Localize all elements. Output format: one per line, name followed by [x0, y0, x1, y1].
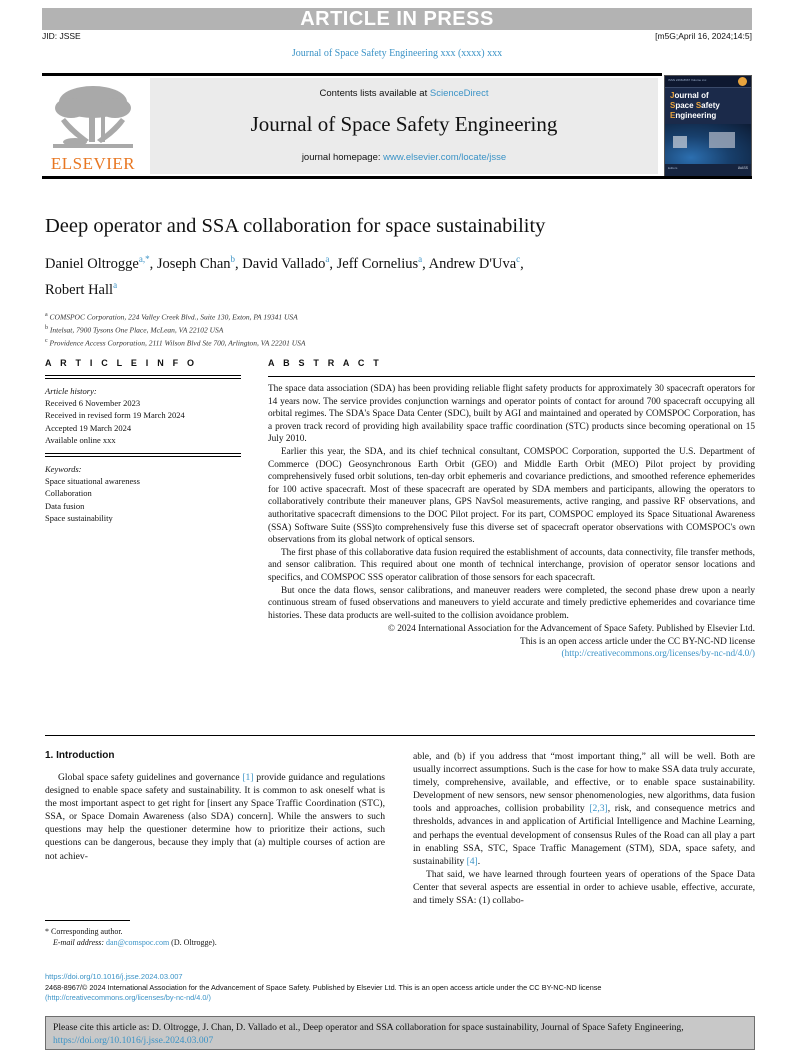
- author-4-sup: c: [516, 254, 521, 264]
- citation-callout-box: [45, 1016, 755, 1050]
- author-5: Robert Hall: [45, 281, 114, 298]
- astronaut-shape-icon: [673, 136, 687, 148]
- masthead-top-rule: [42, 73, 662, 76]
- article-history-label: Article history:: [45, 386, 97, 396]
- article-history-block: [45, 385, 241, 446]
- body-column-left: [45, 750, 385, 863]
- citation-ref-2-3[interactable]: [2,3]: [589, 803, 608, 815]
- footer-doi-block: [45, 972, 755, 1003]
- keyword-item: Data fusion: [45, 500, 85, 511]
- cover-title-l2b: afety: [701, 101, 720, 110]
- cover-title-l1-cap: J: [670, 91, 675, 100]
- cover-badge-icon: [738, 77, 747, 86]
- author-4: Andrew D'Uva: [428, 255, 517, 272]
- author-2-sup: a: [325, 254, 330, 264]
- journal-homepage-line: [150, 152, 658, 163]
- intro-left-text-a: Global space safety guidelines and governance: [58, 772, 243, 783]
- elsevier-logo: [45, 78, 141, 174]
- doi-link[interactable]: https://doi.org/10.1016/j.jsse.2024.03.007: [45, 972, 183, 981]
- footnote-body: [45, 926, 385, 948]
- abstract-copyright: [268, 623, 755, 661]
- keyword-item: Space sustainability: [45, 512, 113, 523]
- copyright-line-2: This is an open access article under the CC BY-NC-ND license: [520, 636, 755, 647]
- affiliation-row: [45, 323, 755, 336]
- abstract-paragraph: Earlier this year, the SDA, and its chief technical consultant, COMSPOC Corporation, supported the U.S. Department of Commerce (DOC) Geosynchronous Earth Orbit (GEO) and Middle Earth Orbit (MEO) Pilot project by providing comprehensively fused orbit solutions, ten-day orbit ephemeris and covariance predictions, and smoothed reference ephemerides for 100 active spacecraft. Most of these spacecraft are operated by SDA members and participants, allowing the operators to collaboratively contribute their maneuver plans, GPS NavSol measurements, active ranging, and passive RF observations, and authoritative spacecraft dimensions to the DOC Pilot project. For its part, COMSPOC employed its Space Situational Awareness (SSA) Software Suite (SSS)to comprehensively fuse this diverse set of spacecraft operator observations with COMSPOC's own observations from its global network of optical sensors.: [268, 446, 755, 546]
- journal-cover-thumbnail: [664, 75, 752, 177]
- keyword-item: Space situational awareness: [45, 476, 140, 487]
- intro-paragraph-right: [413, 750, 755, 868]
- keywords-rule: [45, 453, 241, 457]
- article-info-heading: A R T I C L E I N F O: [45, 358, 198, 368]
- author-3: Jeff Cornelius: [336, 255, 419, 272]
- author-5-sup: a: [113, 279, 118, 290]
- email-owner: (D. Oltrogge).: [171, 938, 217, 947]
- intro-paragraph-left: [45, 771, 385, 863]
- sciencedirect-link[interactable]: ScienceDirect: [429, 88, 489, 99]
- intro-right-text-b: , risk, and consequence metrics and thresholds, advances in and application of Artificial Intelligence and Machine Learning, and perhaps the eventual development of consensus Rules of the Road can all play a part in enabling SSA, STC, Space Traffic Management (STM), SDA, space safety, and sustainability: [413, 803, 755, 867]
- journal-id-label: JID: JSSE: [42, 31, 81, 41]
- cover-spacecraft-image: [665, 124, 751, 166]
- contents-prefix: Contents lists available at: [319, 88, 430, 99]
- contents-available-line: [150, 88, 658, 99]
- typesetter-stamp: [m5G;April 16, 2024;14:5]: [655, 31, 752, 41]
- contents-panel: [150, 78, 658, 174]
- cover-footer-editors: Editors: [668, 166, 678, 170]
- citation-ref-4[interactable]: [4]: [466, 855, 478, 867]
- journal-title: Journal of Space Safety Engineering: [250, 112, 558, 136]
- abstract-heading: A B S T R A C T: [268, 358, 382, 368]
- citation-text: [53, 1021, 747, 1047]
- keywords-label: Keywords:: [45, 464, 82, 475]
- author-2: David Vallado: [242, 255, 326, 272]
- cover-title: [670, 91, 720, 121]
- cover-footer-society: IAASS: [737, 166, 748, 170]
- homepage-prefix: journal homepage:: [301, 152, 384, 163]
- journal-masthead: [42, 73, 752, 178]
- email-link[interactable]: dan@comspoc.com: [106, 938, 170, 947]
- affiliation-0-text: COMSPOC Corporation, 224 Valley Creek Blvd., Suite 130, Exton, PA 19341 USA: [49, 312, 298, 322]
- abstract-body: [268, 383, 755, 622]
- corresponding-author-footnote: [45, 920, 385, 948]
- affiliation-0-mark: a: [45, 311, 48, 318]
- intro-left-text-b: provide guidance and regulations designed to enable space safety and sustainability. It is common to ask oneself what is the most important aspect to get right for [insert any Space Traffic Coordination (STC), SSA, or Space Domain Awareness (also SDA) concern]. While the answers to such questions may help the questioner determine how to prioritize their actions, such questions can be dangerous, because they imply that (a) multiple courses of action are not achiev-: [45, 772, 385, 862]
- email-line: [45, 937, 385, 948]
- citation-ref-1[interactable]: [1]: [242, 772, 254, 783]
- footer-license-link[interactable]: (http://creativecommons.org/licenses/by-nc-nd/4.0/): [45, 992, 211, 1002]
- cover-title-l1: ournal of: [674, 91, 709, 100]
- cover-footer: [665, 164, 751, 176]
- abstract-paragraph: But once the data flows, sensor calibrations, and maneuver readers were completed, the second phase drew upon a nearly continuous stream of fused observations and maneuvers to yield accurate and timely predictive ephemerides and covariance time histories. These data products are well-suited to the collision avoidance problem.: [268, 585, 755, 621]
- affiliation-1-mark: b: [45, 324, 48, 331]
- elsevier-wordmark: ELSEVIER: [50, 154, 136, 173]
- author-list: Daniel Oltrogge$^{a,*}$, Joseph Chan$^b$, David Vallado$^a$, Jeff Cornelius$^a$, Andrew D'Uva$^c$, Robert Hall$^a$: [45, 254, 524, 298]
- copyright-line-1: © 2024 International Association for the Advancement of Space Safety. Published by Elsevier Ltd.: [387, 624, 755, 635]
- corresponding-author-line: * Corresponding author.: [45, 927, 123, 936]
- cover-title-l2: pace: [675, 101, 696, 110]
- title-block: [45, 213, 755, 349]
- cover-top-bar: [665, 76, 751, 88]
- cover-title-l2-cap: S: [670, 101, 676, 110]
- article-info-column: [45, 358, 241, 524]
- keywords-block: [45, 463, 241, 524]
- citation-prefix: Please cite this article as: D. Oltrogge, J. Chan, D. Vallado et al., Deep operator and SSA collaboration for space sustainability, Journal of Space Safety Engineering,: [53, 1022, 684, 1033]
- cover-title-l3: ngineering: [675, 111, 717, 120]
- affiliation-row: [45, 310, 755, 323]
- affiliation-2-text: Providence Access Corporation, 2111 Wilson Blvd Ste 700, Arlington, VA 22201 USA: [49, 338, 306, 348]
- citation-doi-link[interactable]: https://doi.org/10.1016/j.jsse.2024.03.007: [53, 1035, 214, 1046]
- author-1-sup: b: [230, 254, 236, 264]
- abstract-paragraph: The space data association (SDA) has been providing reliable flight safety products for approximately 30 spacecraft operators for 14 years now. The service provides conjunction warnings and operator points of contact for around 700 spacecraft occupying all orbital regimes. The SDA's Space Data Center (SDC), built by AGI and maintained and operated by COMSPOC Corporation, has a proven track record of providing high availability space traffic coordination (STC) products since becoming operational on 15 July 2010.: [268, 384, 755, 445]
- keyword-item: Collaboration: [45, 488, 92, 499]
- body-top-rule: [45, 735, 755, 736]
- history-item: Available online xxx: [45, 434, 116, 445]
- affiliation-list: [45, 310, 755, 349]
- cover-title-l2b-cap: S: [695, 101, 702, 110]
- author-1: Joseph Chan: [156, 255, 231, 272]
- intro-right-text-c: .: [477, 855, 481, 867]
- running-head: Journal of Space Safety Engineering xxx (xxxx) xxx: [291, 48, 503, 59]
- body-column-right: [413, 750, 755, 907]
- abstract-paragraph: The first phase of this collaborative data fusion required the establishment of accounts, data connectivity, file transfer methods, and sensor calibration. This required about one month of technical interchange, provision of operator sensor locations and specifics, and COMSPOC SSS operator calibration of those sensors for each spacecraft.: [268, 547, 755, 583]
- email-label: E-mail address:: [53, 938, 105, 947]
- page-title: Deep operator and SSA collaboration for space sustainability: [45, 215, 546, 237]
- history-item: Received in revised form 19 March 2024: [45, 410, 185, 421]
- journal-homepage-link[interactable]: www.elsevier.com/locate/jsse: [383, 152, 507, 163]
- affiliation-1-text: Intelsat, 7900 Tysons One Place, McLean, VA 22102 USA: [49, 325, 224, 335]
- intro-paragraph-right-2: That said, we have learned through fourteen years of operations of the Space Data Center that several aspects are essential in order to achieve usable, effective, accurate, and timely SSA: (1) collabo-: [413, 868, 755, 907]
- history-item: Accepted 19 March 2024: [45, 422, 132, 433]
- cover-title-l3-cap: E: [670, 111, 676, 120]
- author-0: Daniel Oltrogge: [45, 255, 139, 272]
- abstract-rule: [268, 376, 755, 377]
- history-item: Received 6 November 2023: [45, 398, 141, 409]
- satellite-shape-icon: [709, 132, 735, 148]
- author-0-sup: a,*: [138, 254, 150, 264]
- article-in-press-banner: [42, 8, 752, 30]
- article-in-press-label: ARTICLE IN PRESS: [300, 8, 494, 30]
- author-3-sup: a: [418, 254, 423, 264]
- issn-copyright-line: [45, 983, 755, 1003]
- abstract-column: [268, 358, 755, 661]
- section-heading-introduction: 1. Introduction: [45, 750, 115, 761]
- abstract-license-link[interactable]: (http://creativecommons.org/licenses/by-nc-nd/4.0/): [561, 649, 755, 660]
- article-info-rule: [45, 375, 241, 379]
- footnote-rule: [45, 920, 130, 921]
- masthead-bottom-rule: [42, 176, 752, 179]
- issn-text: 2468-8967/© 2024 International Association for the Advancement of Space Safety. Published by Elsevier Ltd. This is an open access article under the CC BY-NC-ND license: [45, 982, 602, 992]
- affiliation-row: [45, 336, 755, 349]
- intro-right-text-a: able, and (b) if you address that “most important thing,” all will be well. Both are usually incorrect assumptions. Such is the case for how to make SSA data truly accurate, timely, comprehensive, available, and effective, or to enable space sustainability. Development of new sensors, new sensor phenomenologies, new algorithms, data fusion tools and approaches, collision probability: [413, 751, 755, 815]
- cover-issn-text: ISSN 2468-8967 Volume xxx: [668, 78, 707, 82]
- affiliation-2-mark: c: [45, 337, 48, 344]
